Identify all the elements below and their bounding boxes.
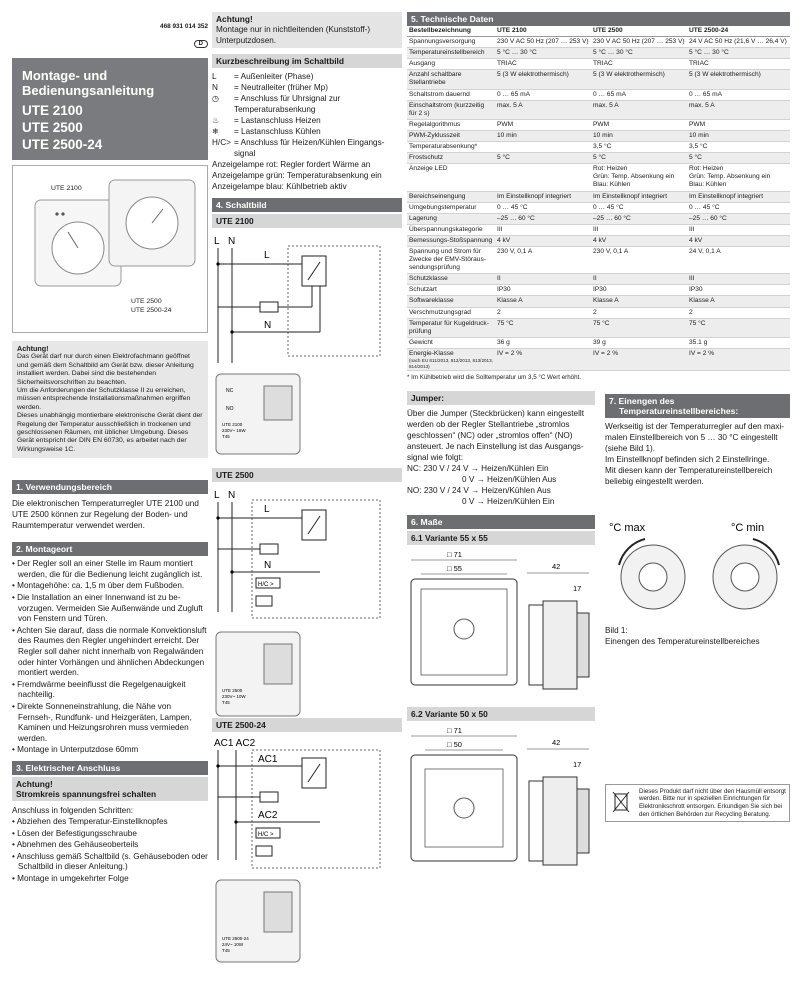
list-item: • Anschluss gemäß Schaltbild (s. Gehäuseboden oder Schaltbild in dieser Anleitung.)	[12, 851, 208, 872]
table-cell: 0 … 65 mA	[591, 89, 687, 100]
svg-text:230V~ 16W: 230V~ 16W	[222, 428, 246, 433]
kurz-list	[212, 71, 402, 192]
section-4-heading: 4. Schaltbild	[212, 198, 402, 212]
warning-paragraph-3: Dieses unabhängig montierbare elektronische Gerät dient der Regelung der Temperatur ausschließlich in trockenen und geschlossenen Räumen, mit üblicher Umgebung. Dieses Gerät entspricht der DIN EN 60730, es arbeitet nach der Wirkungsweise 1C.	[17, 412, 203, 453]
table-row	[407, 153, 790, 164]
table-cell: 75 °C	[591, 318, 687, 337]
table-cell: 4 kV	[495, 235, 591, 246]
section-3-warning	[12, 777, 208, 801]
table-cell: 5 (3 W elektrothermisch)	[687, 70, 790, 89]
row-label: Regelalgorithmus	[407, 119, 495, 130]
svg-text:H/C >: H/C >	[258, 832, 274, 838]
svg-text:NO: NO	[226, 406, 234, 412]
list-item: • Montagehöhe: ca. 1,5 m über dem Fußboden.	[12, 581, 185, 591]
variant-55-title: 6.1 Variante 55 x 55	[407, 531, 595, 545]
table-cell: IP30	[495, 285, 591, 296]
row-label: Überspannungskategorie	[407, 224, 495, 235]
svg-text:L: L	[264, 250, 270, 261]
table-row	[407, 224, 790, 235]
list-item: • Fremdwärme beeinflusst die Regelgenauigkeit nachteilig.	[12, 679, 186, 700]
table-cell: IV = 2 %	[495, 348, 591, 370]
table-cell: 5 °C … 30 °C	[495, 48, 591, 59]
table-cell: TRIAC	[495, 59, 591, 70]
table-cell: II	[591, 274, 687, 285]
table-cell: 2	[495, 307, 591, 318]
table-cell: 230 V AC 50 Hz (207 … 253 V)	[591, 37, 687, 48]
table-cell: 5 °C	[495, 153, 591, 164]
wiring-diagram-ute2500-24	[212, 732, 402, 964]
table-cell: 10 min	[495, 130, 591, 141]
section-3-warning-title: Achtung!	[16, 778, 53, 789]
table-cell: 0 … 45 °C	[687, 202, 790, 213]
warning-box-general	[12, 341, 208, 458]
column-right	[407, 12, 790, 873]
table-row	[407, 202, 790, 213]
warning-box-montage	[212, 12, 402, 48]
section-2-list	[12, 559, 208, 756]
table-cell: TRIAC	[591, 59, 687, 70]
table-cell: III	[495, 224, 591, 235]
legend-row: ◷ = Anschluss für Uhrsignal zur Temperaturabsenkung	[212, 94, 341, 114]
table-row	[407, 48, 790, 59]
warning-paragraph-1: Das Gerät darf nur durch einen Elektrofachmann geöffnet und gemäß dem Schaltbild am Gerät bzw. dieser Anleitung installiert werden. Dabei sind die bestehenden Sicherheitsvorschriften zu beachten.	[17, 353, 194, 386]
legend-row: N = Neutralleiter (früher Mp)	[212, 83, 328, 92]
svg-text:N: N	[264, 560, 272, 571]
dimension-drawing-55	[407, 545, 595, 703]
diagram-ute2100-title: UTE 2100	[212, 214, 402, 228]
list-item: • Lösen der Befestigungsschraube	[12, 828, 137, 838]
list-item: • Achten Sie darauf, dass die normale Konvektionsluft des Raumes den Regler ungehindert erreicht. Der Regler soll daher nicht innerhalb von Regalwänden oder hinter Vorhängen und ähnlichen Abdeckungen montiert werden.	[12, 625, 207, 678]
table-cell: max. 5 A	[495, 100, 591, 119]
section-7-heading-line-2: Temperatureinstellbereiches:	[619, 405, 739, 416]
row-label: Schutzart	[407, 285, 495, 296]
jumper-nc-2: 0 V → Heizen/Kühlen Aus	[462, 474, 557, 484]
table-cell: Klasse A	[687, 296, 790, 307]
table-cell: Rot: Heizen Grün: Temp. Absenkung ein Blau: Kühlen	[591, 164, 687, 191]
table-row	[407, 130, 790, 141]
section-1-heading: 1. Verwendungsbereich	[12, 480, 208, 494]
column-header: UTE 2100	[495, 26, 591, 37]
svg-text:42: 42	[552, 561, 561, 571]
svg-text:N: N	[264, 320, 272, 331]
table-row	[407, 235, 790, 246]
kurz-heading: Kurzbeschreibung im Schaltbild	[212, 54, 402, 68]
title-line-1: Montage- und	[22, 68, 108, 83]
photo-label-ute2500: UTE 2500	[131, 298, 162, 305]
svg-text:230V~ 10W: 230V~ 10W	[222, 694, 246, 699]
row-label: Einschaltstrom (kurzzeitig für 2 s)	[407, 100, 495, 119]
table-cell: 230 V, 0,1 A	[495, 246, 591, 273]
table-cell: 230 V AC 50 Hz (207 … 253 V)	[495, 37, 591, 48]
row-label: Frostschutz	[407, 153, 495, 164]
energy-class-label: Energie-Klasse	[409, 349, 454, 357]
row-label: Bemessungs-Stoßspannung	[407, 235, 495, 246]
model-1: UTE 2100	[22, 103, 83, 118]
table-cell: 5 °C … 30 °C	[687, 48, 790, 59]
table-cell: Im Einstellknopf integriert	[591, 191, 687, 202]
language-badge: D	[194, 40, 208, 48]
dimension-drawing-50	[407, 721, 595, 873]
section-7-p2: Im Einstellknopf befinden sich 2 Einstellringe.	[605, 454, 770, 464]
range-knob-figure	[605, 511, 790, 623]
table-cell: Klasse A	[495, 296, 591, 307]
table-row	[407, 119, 790, 130]
svg-text:17: 17	[573, 759, 582, 769]
table-cell: 4 kV	[687, 235, 790, 246]
table-cell: PWM	[495, 119, 591, 130]
svg-text:AC1 AC2: AC1 AC2	[214, 738, 256, 749]
table-cell: max. 5 A	[591, 100, 687, 119]
svg-text:□ 50: □ 50	[447, 739, 462, 749]
jumper-no-1: NO: 230 V / 24 V → Heizen/Kühlen Aus	[407, 485, 551, 495]
table-cell: 36 g	[495, 337, 591, 348]
table-cell: Rot: Heizen Grün: Temp. Absenkung ein Blau: Kühlen	[687, 164, 790, 191]
svg-text:UTE 2500: UTE 2500	[222, 688, 243, 693]
row-label: Softwareklasse	[407, 296, 495, 307]
crossed-bin-icon	[609, 788, 633, 814]
svg-text:L: L	[214, 236, 220, 247]
table-cell: 10 min	[591, 130, 687, 141]
table-cell: 5 (3 W elektrothermisch)	[495, 70, 591, 89]
table-row	[407, 318, 790, 337]
language-badge-wrap	[12, 32, 208, 50]
svg-text:AC2: AC2	[258, 810, 278, 821]
svg-text:L: L	[264, 504, 270, 515]
cmin-label: °C min	[731, 521, 765, 534]
section-7-heading	[605, 394, 790, 418]
row-label: Lagerung	[407, 213, 495, 224]
legend-row: ♨ = Lastanschluss Heizen	[212, 116, 321, 125]
row-label: Anzeige LED	[407, 164, 495, 191]
photo-label-ute2100: UTE 2100	[51, 185, 82, 192]
row-label: Gewicht	[407, 337, 495, 348]
diagram-ute2500-24-title: UTE 2500-24	[212, 718, 402, 732]
svg-text:T45: T45	[222, 700, 230, 705]
table-cell: Im Einstellknopf integriert	[687, 191, 790, 202]
column-header: UTE 2500	[591, 26, 687, 37]
table-cell: 2	[591, 307, 687, 318]
section-6	[407, 507, 595, 873]
table-cell: IP30	[591, 285, 687, 296]
model-3: UTE 2500-24	[22, 137, 103, 152]
title-box	[12, 58, 208, 160]
table-row	[407, 191, 790, 202]
figure-caption-1: Bild 1:	[605, 625, 628, 635]
table-cell: 5 °C	[687, 153, 790, 164]
table-row	[407, 337, 790, 348]
lamp-red: Anzeigelampe rot: Regler fordert Wärme an	[212, 160, 371, 169]
section-7	[605, 394, 790, 507]
table-cell: III	[687, 224, 790, 235]
svg-text:N: N	[228, 490, 236, 501]
table-row	[407, 246, 790, 273]
table-footnote: * Im Kühlbetrieb wird die Solltemperatur um 3,5 °C Wert erhöht.	[407, 374, 581, 382]
list-item: • Die Installation an einer Innenwand ist zu bevorzugen. Vermeiden Sie Außenwände und Zugluft von Fenstern und Türen.	[12, 593, 203, 624]
list-item: • Abziehen des Temperatur-Einstellknopfes	[12, 816, 168, 826]
table-cell: II	[495, 274, 591, 285]
table-row	[407, 164, 790, 191]
jumper-heading: Jumper:	[407, 391, 595, 405]
legend-row: ❄ = Lastanschluss Kühlen	[212, 127, 321, 136]
row-label: Verschmutzungsgrad	[407, 307, 495, 318]
variant-50-title: 6.2 Variante 50 x 50	[407, 707, 595, 721]
list-item: • Abnehmen des Gehäuseoberteils	[12, 840, 139, 850]
warning-heading: Achtung!	[216, 14, 253, 24]
row-label: Spannungsversorgung	[407, 37, 495, 48]
product-photo	[12, 165, 208, 333]
row-label: Spannung und Strom für Zwecke der EMV-Störaussendungsprüfung	[407, 246, 495, 273]
table-cell: 10 min	[687, 130, 790, 141]
svg-text:□ 71: □ 71	[447, 549, 462, 559]
svg-text:H/C >: H/C >	[258, 582, 274, 588]
row-label: Temperaturabsenkung*	[407, 142, 495, 153]
jumper-section	[407, 391, 595, 507]
list-item: • Montage in umgekehrter Folge	[12, 873, 129, 883]
table-row	[407, 213, 790, 224]
table-cell: 4 kV	[591, 235, 687, 246]
section-2-heading: 2. Montageort	[12, 542, 208, 556]
table-cell: 75 °C	[495, 318, 591, 337]
section-3-warning-text: Stromkreis spannungsfrei schalten	[16, 788, 157, 799]
wiring-diagram-ute2100	[212, 228, 402, 460]
section-6-heading: 6. Maße	[407, 515, 595, 529]
table-cell: 2	[687, 307, 790, 318]
cmax-label: °C max	[609, 521, 646, 534]
table-cell: 35.1 g	[687, 337, 790, 348]
section-5-heading: 5. Technische Daten	[407, 12, 790, 26]
list-item: • Direkte Sonneneinstrahlung, die Nähe von Fernseh-, Rundfunk- und Heizgeräten, Lampen, Kaminen und Heizungsrohren muss vermieden werden.	[12, 702, 192, 743]
svg-text:N: N	[228, 236, 236, 247]
jumper-and-range-row	[407, 391, 790, 507]
figure-caption-2: Einengen des Temperatureinstellbereiches	[605, 636, 760, 646]
table-cell: –25 … 60 °C	[495, 213, 591, 224]
table-cell: III	[591, 224, 687, 235]
section-3-heading: 3. Elektrischer Anschluss	[12, 761, 208, 775]
table-cell: 230 V, 0,1 A	[591, 246, 687, 273]
part-number: 468 931 014 352	[160, 23, 208, 30]
table-cell: 39 g	[591, 337, 687, 348]
svg-text:42: 42	[552, 737, 561, 747]
table-cell: Klasse A	[591, 296, 687, 307]
lamp-blue: Anzeigelampe blau: Kühlbetrieb aktiv	[212, 182, 347, 191]
title-line-2: Bedienungsanleitung	[22, 83, 155, 98]
svg-text:L: L	[214, 490, 220, 501]
svg-text:UTE 2500-24: UTE 2500-24	[222, 936, 249, 941]
column-header: Bestellbezeichnung	[407, 26, 495, 37]
table-row	[407, 37, 790, 48]
table-cell	[495, 164, 591, 191]
row-label: Schutzklasse	[407, 274, 495, 285]
disposal-box	[605, 784, 790, 822]
svg-text:□ 71: □ 71	[447, 725, 462, 735]
svg-text:UTE 2100: UTE 2100	[222, 422, 243, 427]
table-cell: 0 … 65 mA	[687, 89, 790, 100]
warning-heading: Achtung!	[17, 344, 49, 353]
table-row	[407, 70, 790, 89]
table-header-row	[407, 26, 790, 37]
table-cell: TRIAC	[687, 59, 790, 70]
table-row	[407, 100, 790, 119]
table-cell: 5 °C … 30 °C	[591, 48, 687, 59]
table-cell: III	[687, 274, 790, 285]
warning-text: Montage nur in nichtleitenden (Kunststoff-) Unterputzdosen.	[216, 25, 371, 45]
table-row	[407, 296, 790, 307]
lamp-green: Anzeigelampe grün: Temperaturabsenkung ein	[212, 171, 382, 180]
table-cell: –25 … 60 °C	[687, 213, 790, 224]
table-cell: 3,5 °C	[687, 142, 790, 153]
row-label: Bereichseinengung	[407, 191, 495, 202]
table-cell: 0 … 45 °C	[591, 202, 687, 213]
section-3-intro: Anschluss in folgenden Schritten:	[12, 805, 134, 815]
product-photo-illustration	[13, 166, 209, 334]
table-cell: 5 °C	[591, 153, 687, 164]
energy-class-regulation: (nach EU 811/2013, 812/2013, 813/2013, 814/2013)	[409, 358, 493, 369]
row-label: Umgebungstemperatur	[407, 202, 495, 213]
jumper-no-2: 0 V → Heizen/Kühlen Ein	[462, 496, 555, 506]
table-cell: 0 … 45 °C	[495, 202, 591, 213]
mass-and-figure-row	[407, 507, 790, 873]
table-row	[407, 59, 790, 70]
table-cell: 24 V, 0,1 A	[687, 246, 790, 273]
row-label: PWM-Zyklusszeit	[407, 130, 495, 141]
table-cell	[495, 142, 591, 153]
model-2: UTE 2500	[22, 120, 83, 135]
section-7-p3: Mit diesen kann der Temperatureinstellbereich beliebig eingestellt werden.	[605, 465, 773, 486]
table-cell: max. 5 A	[687, 100, 790, 119]
svg-text:T45: T45	[222, 948, 230, 953]
table-row	[407, 348, 790, 370]
disposal-text: Dieses Produkt darf nicht über den Hausmüll entsorgt werden. Bitte nur in speziellen Einrichtungen für Elektronikschrott entsorgen. Erkundigen Sie sich bei den örtlichen Behörden zur Recycling Beratung.	[639, 787, 786, 818]
table-cell: IV = 2 %	[687, 348, 790, 370]
list-item: • Der Regler soll an einer Stelle im Raum montiert werden, die für die Bedienung leicht zugänglich ist.	[12, 559, 203, 579]
table-row	[407, 89, 790, 100]
row-label: Temperatureinstellbereich	[407, 48, 495, 59]
table-cell: 3,5 °C	[591, 142, 687, 153]
svg-text:24V~ 10W: 24V~ 10W	[222, 942, 244, 947]
table-cell: IP30	[687, 285, 790, 296]
table-cell: 75 °C	[687, 318, 790, 337]
section-1-text: Die elektronischen Temperaturregler UTE 2100 und UTE 2500 können zur Regelung der Boden- und Raumtemperatur verwendet werden.	[12, 499, 199, 531]
warning-paragraph-2: Um die Anforderungen der Schutzklasse II zu erreichen, müssen entsprechende Installationsmaßnahmen ergriffen werden.	[17, 387, 191, 411]
wiring-diagram-ute2500	[212, 482, 402, 722]
jumper-nc-1: NC: 230 V / 24 V → Heizen/Kühlen Ein	[407, 463, 549, 473]
row-label: Temperatur für Kugeldruckprüfung	[407, 318, 495, 337]
column-middle	[212, 12, 402, 964]
table-cell: –25 … 60 °C	[591, 213, 687, 224]
tech-data-table	[407, 26, 790, 371]
row-label: Ausgang	[407, 59, 495, 70]
table-cell: PWM	[687, 119, 790, 130]
section-7-heading-line-1: 7. Einengen des	[609, 395, 675, 406]
diagram-ute2500-title: UTE 2500	[212, 468, 402, 482]
list-item: • Montage in Unterputzdose 60mm	[12, 745, 139, 755]
table-body	[407, 37, 790, 371]
legend-row: H/C> = Anschluss für Heizen/Kühlen Eingangssignal	[212, 138, 385, 158]
svg-text:17: 17	[573, 583, 582, 593]
row-label	[407, 348, 495, 370]
table-cell: 0 … 65 mA	[495, 89, 591, 100]
svg-text:□ 55: □ 55	[447, 563, 462, 573]
svg-text:AC1: AC1	[258, 754, 278, 765]
jumper-text: Über die Jumper (Steckbrücken) kann eingestellt werden ob der Regler Stellantriebe „stromlos geschlossen“ (NC) oder „stromlos offen“ (NO) ansteuert. Je nach Einstellung ist das Ausgangssignal wie folgt:	[407, 408, 585, 462]
table-cell: 24 V AC 50 Hz (21,6 V … 26,4 V)	[687, 37, 790, 48]
table-row	[407, 307, 790, 318]
figure-1	[605, 507, 790, 873]
legend-row: L = Außenleiter (Phase)	[212, 72, 314, 81]
row-label: Schaltstrom dauernd	[407, 89, 495, 100]
table-cell: 5 (3 W elektrothermisch)	[591, 70, 687, 89]
table-row	[407, 285, 790, 296]
table-row	[407, 142, 790, 153]
section-3-list	[12, 817, 208, 885]
table-cell: PWM	[591, 119, 687, 130]
table-row	[407, 274, 790, 285]
section-7-p1: Werkseitig ist der Temperaturregler auf den maximalen Einstellbereich von 5 … 30 °C eingestellt (siehe Bild 1).	[605, 421, 784, 453]
table-cell: IV = 2 %	[591, 348, 687, 370]
column-header: UTE 2500-24	[687, 26, 790, 37]
row-label: Anzahl schaltbare Stellantriebe	[407, 70, 495, 89]
column-left	[12, 12, 208, 886]
photo-label-ute2500-24: UTE 2500-24	[131, 307, 172, 314]
table-cell: Im Einstellknopf integriert	[495, 191, 591, 202]
svg-text:T45: T45	[222, 434, 230, 439]
svg-text:NC: NC	[226, 388, 234, 394]
